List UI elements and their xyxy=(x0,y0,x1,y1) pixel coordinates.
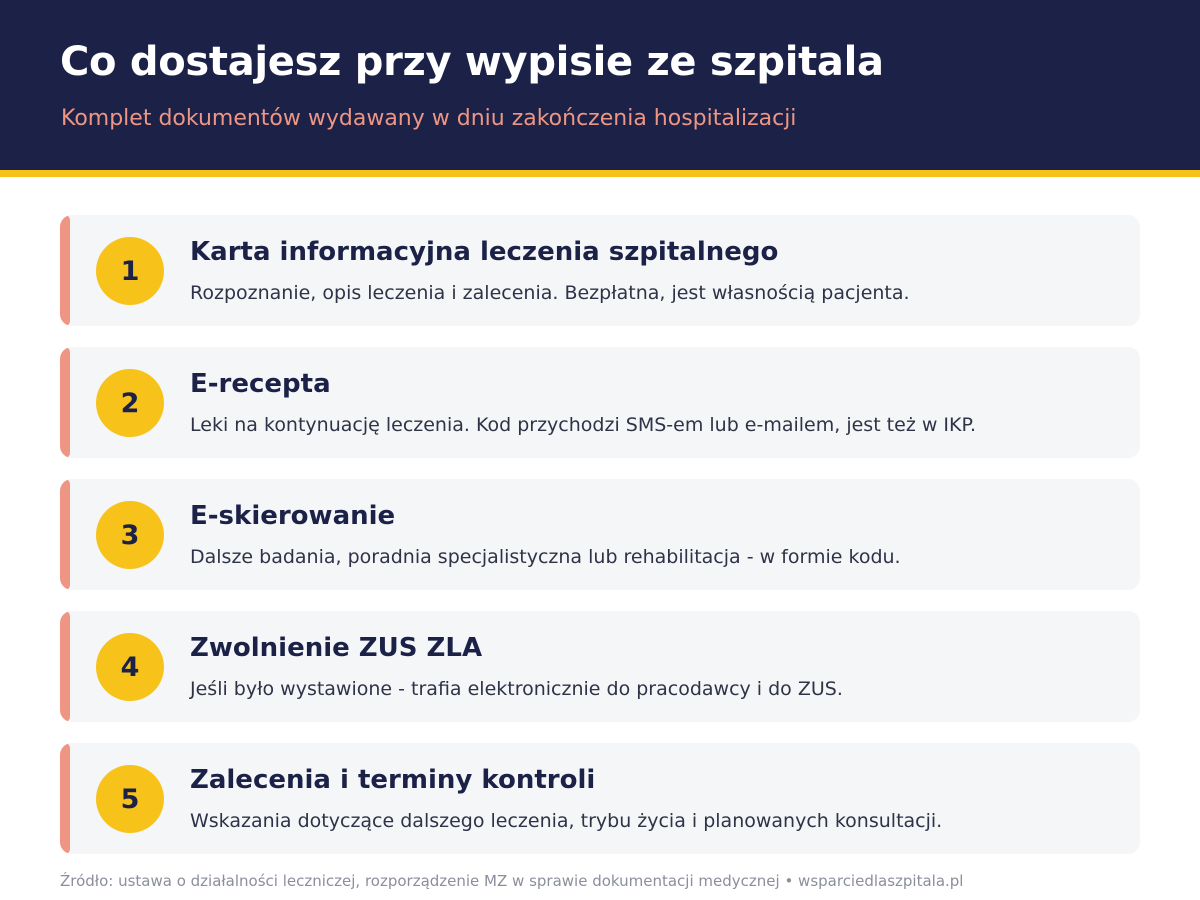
number-badge: 5 xyxy=(96,765,164,833)
card-description: Dalsze badania, poradnia specjalistyczna lub rehabilitacja - w formie kodu. xyxy=(190,546,901,568)
header-banner xyxy=(0,0,1200,170)
card-title: E-skierowanie xyxy=(190,501,396,531)
card-accent-bar xyxy=(60,743,70,854)
card-title: Zalecenia i terminy kontroli xyxy=(190,765,596,795)
card-accent-bar xyxy=(60,215,70,326)
card-description: Leki na kontynuację leczenia. Kod przychodzi SMS-em lub e-mailem, jest też w IKP. xyxy=(190,414,977,436)
card-accent-bar xyxy=(60,347,70,458)
number-badge: 3 xyxy=(96,501,164,569)
number-badge: 4 xyxy=(96,633,164,701)
card-title: Karta informacyjna leczenia szpitalnego xyxy=(190,237,779,267)
card-description: Wskazania dotyczące dalszego leczenia, trybu życia i planowanych konsultacji. xyxy=(190,810,943,832)
number-badge: 1 xyxy=(96,237,164,305)
card-title: E-recepta xyxy=(190,369,331,399)
document-card xyxy=(60,479,1140,590)
document-card xyxy=(60,611,1140,722)
page-title: Co dostajesz przy wypisie ze szpitala xyxy=(60,39,884,85)
card-description: Rozpoznanie, opis leczenia i zalecenia. Bezpłatna, jest własnością pacjenta. xyxy=(190,282,910,304)
card-accent-bar xyxy=(60,479,70,590)
document-card xyxy=(60,215,1140,326)
number-badge: 2 xyxy=(96,369,164,437)
source-note: Źródło: ustawa o działalności leczniczej, rozporządzenie MZ w sprawie dokumentacji medycznej • wsparciedlaszpitala.pl xyxy=(60,872,964,890)
page-subtitle: Komplet dokumentów wydawany w dniu zakończenia hospitalizacji xyxy=(61,106,797,131)
card-accent-bar xyxy=(60,611,70,722)
document-card xyxy=(60,347,1140,458)
document-list xyxy=(60,215,1140,875)
card-title: Zwolnienie ZUS ZLA xyxy=(190,633,483,663)
header-divider xyxy=(0,170,1200,177)
card-description: Jeśli było wystawione - trafia elektronicznie do pracodawcy i do ZUS. xyxy=(190,678,843,700)
document-card xyxy=(60,743,1140,854)
